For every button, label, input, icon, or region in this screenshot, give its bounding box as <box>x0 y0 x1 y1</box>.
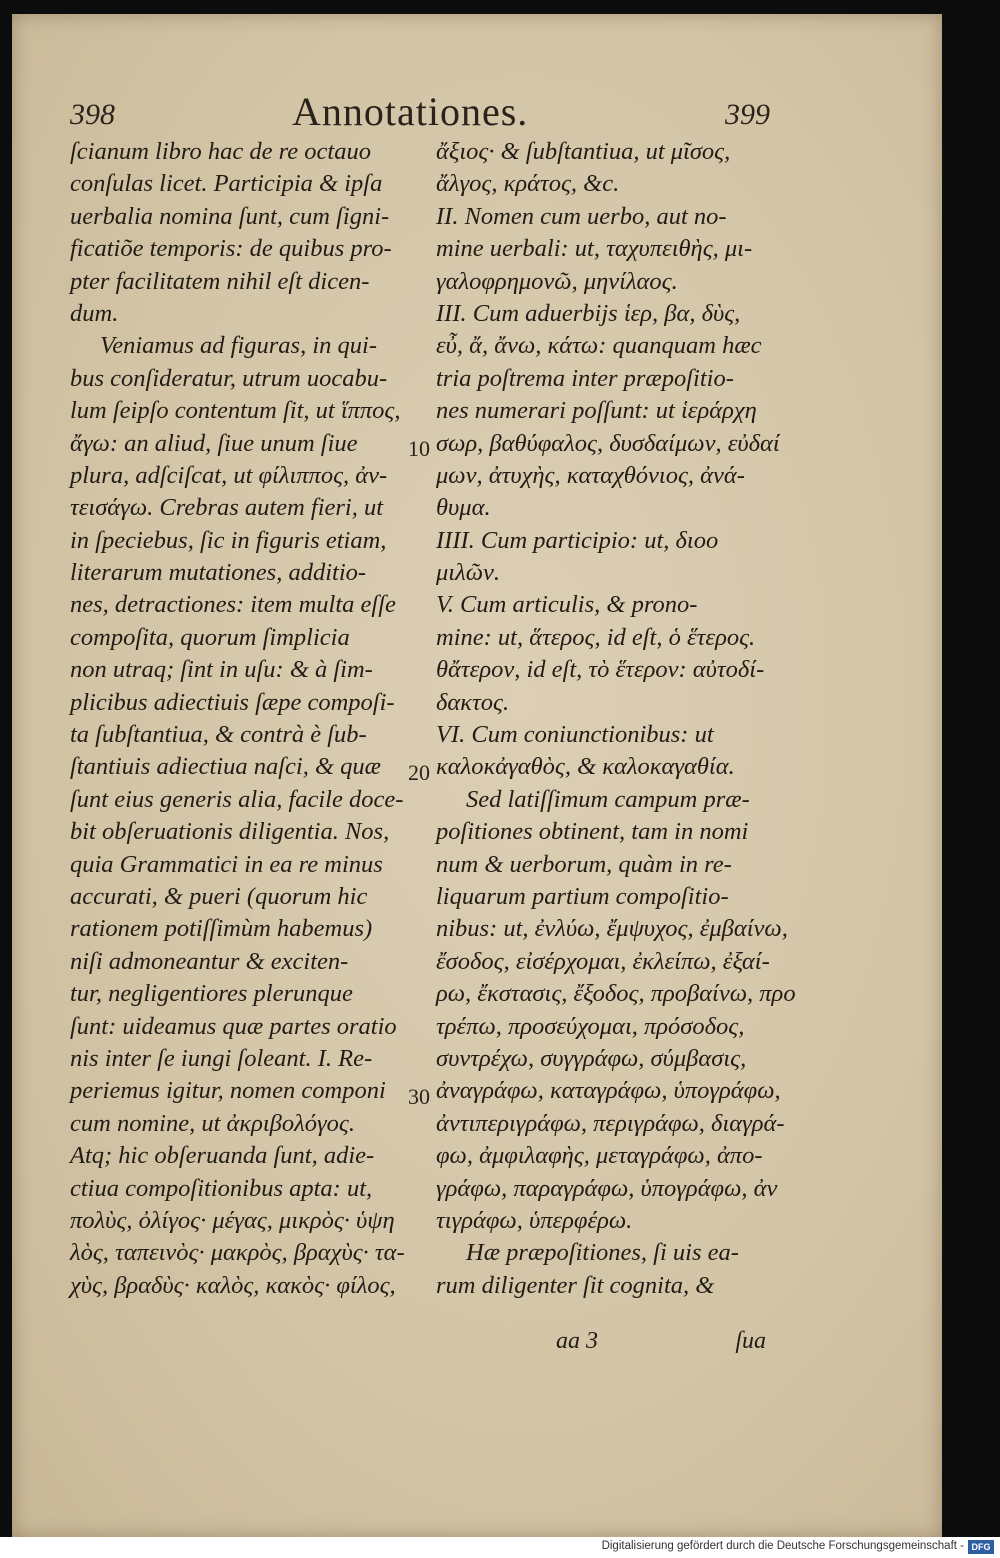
credit-bar <box>0 1537 1000 1558</box>
text-line: ἄλγος, κράτος, &c. <box>436 170 620 198</box>
text-line: τεισάγω. Crebras autem fieri, ut <box>70 494 384 522</box>
left-page-number: 398 <box>70 98 115 131</box>
text-line: plura, adſciſcat, ut φίλιππος, ἀν- <box>70 461 388 489</box>
text-line: τρέπω, προσεύχομαι, πρόσοδος, <box>436 1012 745 1040</box>
text-line: πολὺς, ὀλίγος· μέγας, μικρὸς· ὑψη <box>70 1206 395 1234</box>
dfg-logo: DFG <box>968 1540 994 1554</box>
text-line: bit obſeruationis diligentia. Nos, <box>70 818 390 846</box>
page-title: Annotationes. <box>292 89 529 134</box>
text-line: tur, negligentiores plerunque <box>70 980 353 1008</box>
right-column <box>436 136 796 1302</box>
text-line: III. Cum aduerbijs ἱερ, βα, δὺς, <box>436 299 741 327</box>
text-line: num & uerborum, quàm in re- <box>436 850 732 878</box>
text-line: συντρέχω, συγγράφω, σύμβασις, <box>436 1044 747 1072</box>
text-line: ſtantiuis adiectiua naſci, & quæ <box>70 753 381 781</box>
text-line: bus conſideratur, utrum uocabu- <box>70 364 388 392</box>
text-line: poſitiones obtinent, tam in nomi <box>436 818 749 846</box>
text-line: VI. Cum coniunctionibus: ut <box>436 721 714 749</box>
text-line: ſunt eius generis alia, facile doce- <box>70 785 404 813</box>
text-line: pter facilitatem nihil eſt dicen- <box>70 267 370 295</box>
text-line: ἀντιπεριγράφω, περιγράφω, διαγρά- <box>436 1109 785 1137</box>
text-line: nes numerari poſſunt: ut ἱεράρχη <box>436 397 757 425</box>
text-line: ρω, ἔκστασις, ἔξοδος, προβαίνω, προ <box>436 980 796 1008</box>
text-line: tria poſtrema inter præpoſitio- <box>436 364 734 392</box>
text-line: ſcianum libro hac de re octauo <box>70 138 371 165</box>
text-line: lum ſeipſo contentum ſit, ut ἵππος, <box>70 397 401 425</box>
text-line: ficatiõe temporis: de quibus pro- <box>70 235 392 263</box>
text-line: rum diligenter ſit cognita, & <box>436 1271 715 1299</box>
text-line: ctiua compoſitionibus apta: ut, <box>70 1174 373 1202</box>
text-line: literarum mutationes, additio- <box>70 559 367 587</box>
text-line: μιλῶν. <box>436 559 501 587</box>
signature-mark: aa 3 <box>556 1328 598 1354</box>
catchword: ſua <box>735 1328 766 1354</box>
funding-credit: Digitalisierung gefördert durch die Deutsche Forschungsgemeinschaft - <box>601 1540 964 1552</box>
text-line: mine uerbali: ut, ταχυπειθὴς, μι- <box>436 235 753 263</box>
line-number-20: 20 <box>408 760 430 785</box>
text-line: IIII. Cum participio: ut, διοο <box>436 526 719 554</box>
text-line: ſunt: uideamus quæ partes oratio <box>70 1012 397 1040</box>
text-line: compoſita, quorum ſimplicia <box>70 623 350 651</box>
running-head <box>70 88 770 138</box>
text-line: μων, ἀτυχὴς, καταχθόνιος, ἀνά- <box>436 461 745 489</box>
text-line: niſi admoneantur & exciten- <box>70 947 349 975</box>
text-line: θἄτερον, id eſt, τὸ ἕτερον: αὐτοδί- <box>436 656 765 684</box>
text-line: γαλοφρημονῶ, μηνίλαος. <box>436 267 678 295</box>
text-line: uerbalia nomina ſunt, cum ſigni- <box>70 202 390 230</box>
text-line: quia Grammatici in ea re minus <box>70 850 383 878</box>
right-page-number: 399 <box>725 98 770 131</box>
text-line: nibus: ut, ἐνλύω, ἔμψυχος, ἐμβαίνω, <box>436 915 788 943</box>
text-line: ta ſubſtantiua, & contrà è ſub- <box>70 721 367 749</box>
text-line: εὖ, ἄ, ἄνω, κάτω: quanquam hæc <box>436 332 762 360</box>
page-footer <box>436 1328 766 1362</box>
text-line: δακτος. <box>436 688 510 716</box>
text-line: periemus igitur, nomen componi <box>70 1077 386 1105</box>
line-number-10: 10 <box>408 436 430 461</box>
text-line: ἄξιος· & ſubſtantiua, ut μῖσος, <box>436 138 731 165</box>
text-line: cum nomine, ut ἀκριβολόγος. <box>70 1109 355 1137</box>
text-line: accurati, & pueri (quorum hic <box>70 882 368 910</box>
left-column <box>70 136 435 1302</box>
text-line: V. Cum articulis, & prono- <box>436 591 698 619</box>
text-line: καλοκἀγαθὸς, & καλοκαγαθία. <box>436 753 735 781</box>
text-line: liquarum partium compoſitio- <box>436 882 729 910</box>
text-line: rationem potiſſimùm habemus) <box>70 915 373 943</box>
book-page <box>12 14 942 1537</box>
text-line: non utraq; ſint in uſu: & à ſim- <box>70 656 373 684</box>
text-line: Atq; hic obſeruanda ſunt, adie- <box>70 1142 375 1170</box>
text-line: Sed latiſſimum campum præ- <box>466 785 750 813</box>
text-line: ἀναγράφω, καταγράφω, ὑπογράφω, <box>436 1077 781 1105</box>
text-line: λὸς, ταπεινὸς· μακρὸς, βραχὺς· τα- <box>70 1239 405 1267</box>
text-line: conſulas licet. Participia & ipſa <box>70 170 383 198</box>
text-line: γράφω, παραγράφω, ὑπογράφω, ἀν <box>436 1174 778 1202</box>
text-line: Hæ præpoſitiones, ſi uis ea- <box>466 1239 739 1267</box>
line-number-30: 30 <box>408 1084 430 1109</box>
text-line: plicibus adiectiuis ſæpe compoſi- <box>70 688 395 716</box>
text-line: ἔσοδος, εἰσέρχομαι, ἐκλείπω, ἐξαί- <box>436 947 770 975</box>
text-line: in ſpeciebus, ſic in figuris etiam, <box>70 526 387 554</box>
text-line: φω, ἀμφιλαφὴς, μεταγράφω, ἀπο- <box>436 1142 763 1170</box>
text-line: Veniamus ad figuras, in qui- <box>100 332 377 360</box>
text-line: σωρ, βαθύφαλος, δυσδαίμων, εὐδαί <box>436 429 780 457</box>
text-line: nes, detractiones: item multa eſſe <box>70 591 396 619</box>
text-line: nis inter ſe iungi ſoleant. I. Re- <box>70 1044 373 1072</box>
text-line: mine: ut, ἅτερος, id eſt, ὁ ἕτερος. <box>436 623 756 651</box>
text-line: II. Nomen cum uerbo, aut no- <box>436 202 727 230</box>
text-line: χὺς, βραδὺς· καλὸς, κακὸς· φίλος, <box>70 1271 396 1299</box>
text-line: ἄγω: an aliud, ſiue unum ſiue <box>70 429 358 457</box>
text-line: θυμα. <box>436 494 491 522</box>
text-line: τιγράφω, ὑπερφέρω. <box>436 1206 633 1234</box>
text-line: dum. <box>70 299 119 327</box>
